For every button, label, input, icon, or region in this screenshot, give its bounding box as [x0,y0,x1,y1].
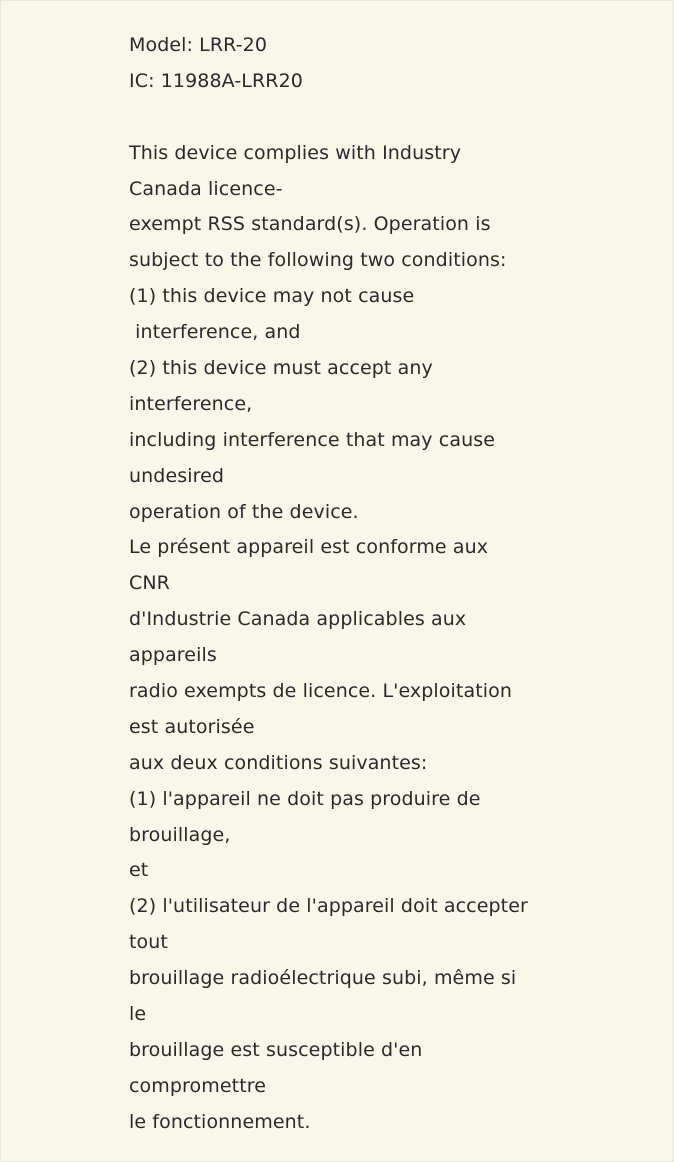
text-line: Canada licence- [129,177,283,200]
text-line: aux deux conditions suivantes: [129,751,428,774]
text-line: compromettre [129,1074,267,1097]
text-line: CNR [129,572,170,595]
text-line: (1) l'appareil ne doit pas produire de [129,787,481,810]
text-line: appareils [129,644,217,667]
text-line: le fonctionnement. [129,1110,311,1133]
text-line: est autorisée [129,715,255,738]
text-line: (2) l'utilisateur de l'appareil doit accepter [129,895,528,918]
text-line: brouillage radioélectrique subi, même si [129,967,517,990]
text-line-blank [129,100,569,136]
text-line: This device complies with Industry [129,141,462,164]
text-line: (2) this device must accept any [129,357,433,380]
text-line: interference, and [129,321,301,344]
compliance-text [129,28,569,1141]
text-line-ic: IC: 11988A-LRR20 [129,69,303,92]
text-line: exempt RSS standard(s). Operation is [129,213,491,236]
text-line: including interference that may cause [129,428,495,451]
text-line: tout [129,931,168,954]
text-line: subject to the following two conditions: [129,249,507,272]
text-line: interference, [129,392,253,415]
text-line: brouillage est susceptible d'en [129,1038,423,1061]
text-line: radio exempts de licence. L'exploitation [129,680,512,703]
text-line: (1) this device may not cause [129,285,415,308]
text-line: undesired [129,464,225,487]
text-line: operation of the device. [129,500,359,523]
text-line: le [129,1003,147,1026]
text-line: et [129,859,149,882]
text-line: d'Industrie Canada applicables aux [129,608,467,631]
text-line: brouillage, [129,823,231,846]
text-line: Le présent appareil est conforme aux [129,536,489,559]
text-line-model: Model: LRR-20 [129,34,268,56]
